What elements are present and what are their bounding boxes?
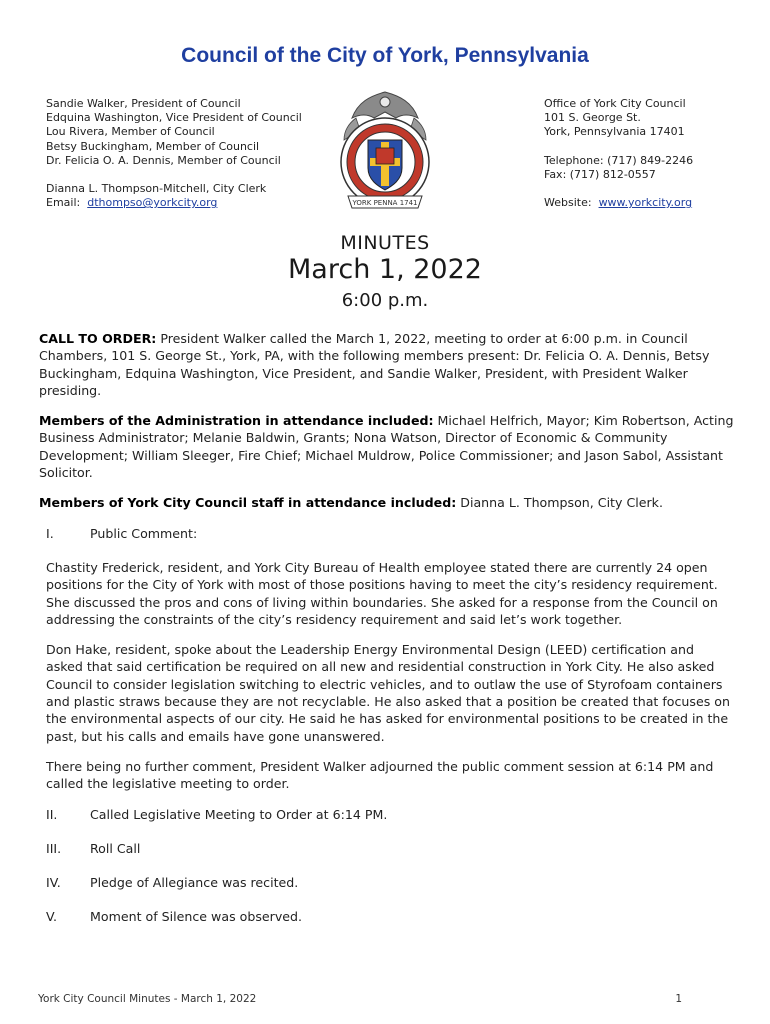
- comment-paragraph: Chastity Frederick, resident, and York City Bureau of Health employee stated there are currently 24 open positions for the City of York with most of those positions having to meet the city’s residency requirement. She discussed the pros and cons of living within boundaries. She asked for a response from the Council on addressing the constraints of the city’s residency requirement and said let’s work together.: [46, 559, 718, 627]
- email-label: Email:: [46, 196, 81, 210]
- website-link[interactable]: www.yorkcity.org: [598, 196, 693, 210]
- office-line: York, Pennsylvania 17401: [544, 125, 685, 139]
- agenda-item: [46, 525, 734, 542]
- office-line: Office of York City Council: [544, 97, 686, 110]
- city-seal-icon: [330, 88, 440, 218]
- meeting-date: March 1, 2022: [288, 254, 482, 285]
- minutes-body: [39, 330, 734, 943]
- agenda-item-number: IV.: [46, 875, 61, 891]
- comment-paragraph: There being no further comment, President Walker adjourned the public comment session at 6:14 PM and called the legislative meeting to order.: [46, 758, 714, 792]
- minutes-heading: MINUTES: [340, 232, 430, 254]
- member-line: Edquina Washington, Vice President of Council: [46, 111, 302, 125]
- call-to-order: [39, 330, 734, 399]
- agenda-item: [46, 806, 734, 823]
- seal-text: YORK PENNA 1741: [352, 199, 418, 207]
- council-members-block: [46, 97, 302, 210]
- staff-attendance: [39, 494, 734, 511]
- member-line: Sandie Walker, President of Council: [46, 97, 241, 110]
- page-number: 1: [675, 993, 682, 1005]
- agenda-item-number: III.: [46, 840, 62, 856]
- agenda-item-text: Called Legislative Meeting to Order at 6:14 PM.: [90, 806, 388, 822]
- agenda-item-text: Moment of Silence was observed.: [90, 909, 303, 925]
- agenda-item: [46, 840, 734, 857]
- admin-label: Members of the Administration in attendance included:: [39, 413, 434, 429]
- email-link[interactable]: dthompso@yorkcity.org: [87, 196, 218, 210]
- telephone: Telephone: (717) 849-2246: [544, 153, 694, 167]
- member-line: Lou Rivera, Member of Council: [46, 125, 215, 139]
- website-label: Website:: [544, 196, 592, 210]
- city-clerk: Dianna L. Thompson-Mitchell, City Clerk: [46, 182, 267, 196]
- staff-text: Dianna L. Thompson, City Clerk.: [456, 495, 663, 511]
- footer-title: York City Council Minutes - March 1, 2022: [38, 993, 257, 1005]
- agenda-item-text: Roll Call: [90, 840, 141, 856]
- member-line: Betsy Buckingham, Member of Council: [46, 139, 260, 153]
- agenda-item: [46, 874, 734, 891]
- email-line: [46, 196, 302, 210]
- call-to-order-text: President Walker called the March 1, 2022, meeting to order at 6:00 p.m. in Council Chambers, 101 S. George St., York, PA, with the following members present: Dr. Felicia O. A. Dennis, Betsy Buckingham, Edquina Washington, Vice President, and Sandie Walker, President, with President Walker presiding.: [39, 331, 710, 398]
- call-to-order-label: CALL TO ORDER:: [39, 331, 157, 346]
- meeting-time: 6:00 p.m.: [341, 290, 429, 311]
- agenda-item-text: Public Comment:: [90, 525, 198, 541]
- document-title: Council of the City of York, Pennsylvania: [181, 44, 589, 67]
- agenda-item-number: II.: [46, 806, 58, 822]
- admin-text: Michael Helfrich, Mayor; Kim Robertson, Acting Business Administrator; Melanie Baldwin, Grants; Nona Watson, Director of Economic & Community Development; William Sleeger, Fire Chief; Michael Muldrow, Police Commissioner; and Jason Sabol, Assistant Solicitor.: [39, 413, 734, 481]
- staff-label: Members of York City Council staff in attendance included:: [39, 495, 457, 511]
- fax: Fax: (717) 812-0557: [544, 167, 656, 181]
- page-footer: [38, 993, 682, 1005]
- agenda-item: [46, 908, 734, 925]
- website-line: [544, 196, 693, 210]
- administration-attendance: [39, 412, 734, 481]
- agenda-item-number: V.: [46, 909, 57, 925]
- agenda-item-number: I.: [46, 525, 54, 541]
- member-line: Dr. Felicia O. A. Dennis, Member of Council: [46, 153, 281, 167]
- office-contact-block: [544, 97, 693, 210]
- office-line: 101 S. George St.: [544, 111, 641, 125]
- agenda-item-text: Pledge of Allegiance was recited.: [90, 875, 299, 891]
- comment-paragraph: Don Hake, resident, spoke about the Leadership Energy Environmental Design (LEED) certification and asked that said certification be required on all new and residential construction in York City. He also asked Council to consider legislation switching to electric vehicles, and to outlaw the use of Styrofoam containers and plastic straws because they are not recyclable. He also asked that a position be created that focuses on the environmental aspects of our city. He said he has asked for environmental positions to be created in the past, but his calls and emails have gone unanswered.: [46, 642, 730, 744]
